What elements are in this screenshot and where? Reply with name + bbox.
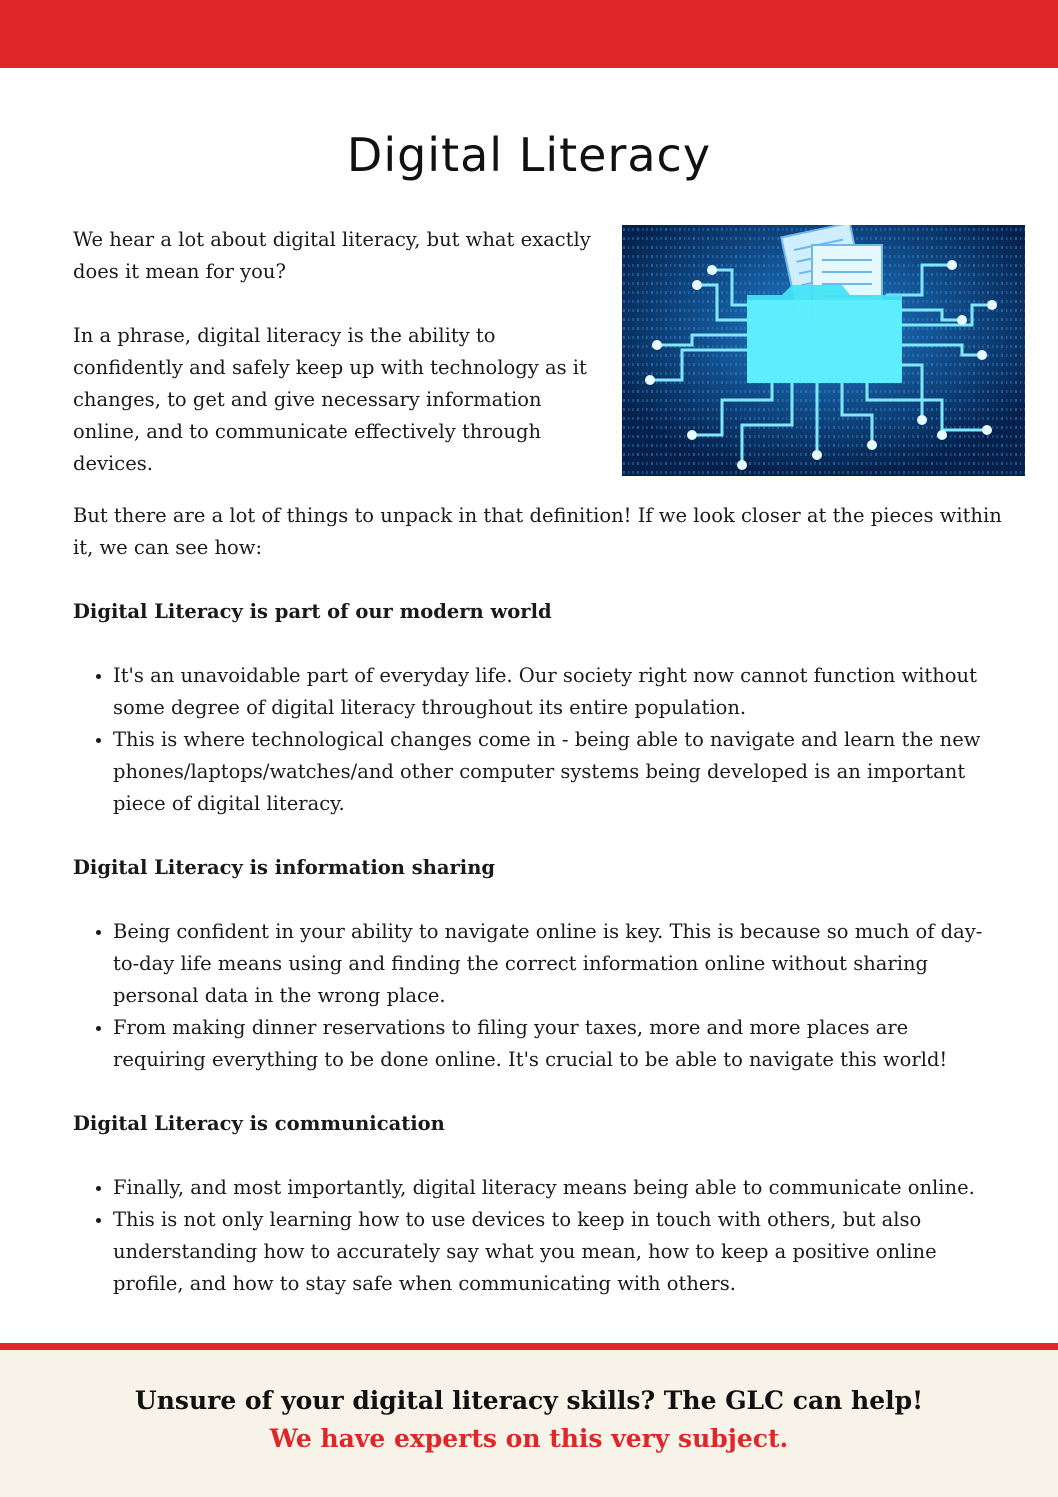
list-item: • This is where technological changes come in - being able to navigate and learn the new phones/laptops/watches/and other computer systems being developed is an important piece of digital literacy. [113,724,1003,820]
section-heading: Digital Literacy is communication [73,1112,445,1135]
bullet-list [73,916,1003,1076]
list-item: • Finally, and most importantly, digital literacy means being able to communicate online. [113,1172,1003,1204]
circuit-folder-icon [622,225,1025,476]
footer-accent-line [0,1343,1058,1350]
bullet-list [73,660,1003,820]
digital-folder-circuit-image [622,225,1025,476]
section-heading: Digital Literacy is part of our modern world [73,600,552,623]
page-title: Digital Literacy [346,128,712,182]
list-item: • From making dinner reservations to filing your taxes, more and more places are requiring everything to be done online. It's crucial to be able to navigate this world! [113,1012,1003,1076]
list-item: • Being confident in your ability to navigate online is key. This is because so much of day-to-day life means using and finding the correct information online without sharing personal data in the wrong place. [113,916,1003,1012]
footer-callout [0,1350,1058,1497]
footer-cta: We have experts on this very subject. [269,1424,789,1453]
intro-paragraph-2: In a phrase, digital literacy is the ability to confidently and safely keep up with technology as it changes, to get and give necessary information online, and to communicate effectively through devices. [73,324,587,475]
intro-text [73,224,593,512]
main-content [73,500,1003,1332]
list-item: • This is not only learning how to use devices to keep in touch with others, but also understanding how to accurately say what you mean, how to keep a positive online profile, and how to stay safe when communicating with others. [113,1204,1003,1300]
lead-paragraph: But there are a lot of things to unpack in that definition! If we look closer at the pieces within it, we can see how: [73,504,1002,559]
intro-paragraph-1: We hear a lot about digital literacy, but what exactly does it mean for you? [73,228,591,283]
top-accent-bar [0,0,1058,68]
bullet-list [73,1172,1003,1300]
list-item: • It's an unavoidable part of everyday life. Our society right now cannot function without some degree of digital literacy throughout its entire population. [113,660,1003,724]
footer-question: Unsure of your digital literacy skills? The GLC can help! [134,1386,924,1415]
section-heading: Digital Literacy is information sharing [73,856,496,879]
